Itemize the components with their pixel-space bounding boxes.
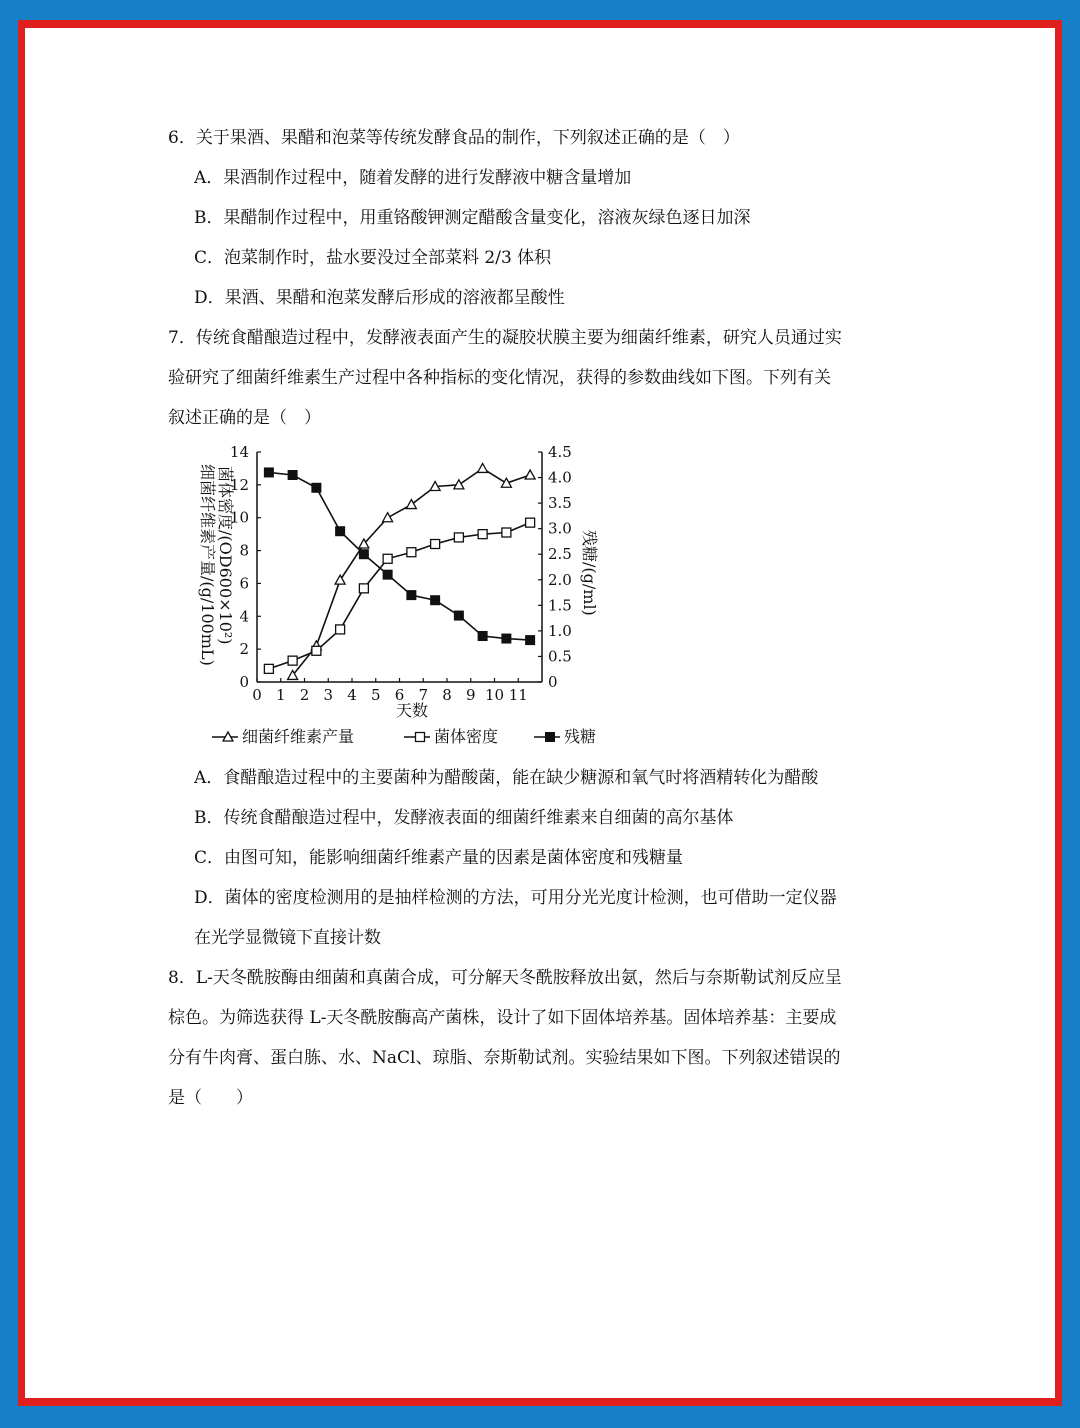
x-tick-label: 2 bbox=[299, 686, 310, 704]
data-point-series-2 bbox=[454, 611, 463, 620]
y-right-tick-label: 1.5 bbox=[548, 596, 572, 615]
x-tick-label: 10 bbox=[484, 686, 505, 704]
q8-stem-line-2: 棕色。为筛选获得 L-天冬酰胺酶高产菌株，设计了如下固体培养基。固体培养基：主要成 bbox=[168, 1008, 837, 1028]
data-point-series-1 bbox=[454, 533, 463, 542]
y-left-tick-label: 0 bbox=[239, 673, 249, 691]
y-right-tick-label: 3.0 bbox=[548, 519, 572, 538]
x-tick-label: 5 bbox=[370, 686, 381, 704]
data-point-series-2 bbox=[502, 634, 511, 643]
data-point-series-1 bbox=[478, 530, 487, 539]
y-left-tick-label: 8 bbox=[239, 541, 249, 560]
y-right-tick-label: 4.5 bbox=[548, 443, 572, 461]
data-point-series-1 bbox=[336, 625, 345, 634]
y-left-tick-label: 2 bbox=[239, 640, 249, 659]
y-right-tick-label: 0.5 bbox=[548, 647, 572, 666]
y-right-tick-label: 2.0 bbox=[548, 570, 572, 589]
data-point-series-1 bbox=[526, 518, 535, 527]
data-point-series-1 bbox=[359, 584, 368, 593]
q8-stem-line-1: 8．L-天冬酰胺酶由细菌和真菌合成，可分解天冬酰胺释放出氨，然后与奈斯勒试剂反应呈 bbox=[168, 968, 842, 988]
q6-option-b: B．果醋制作过程中，用重铬酸钾测定醋酸含量变化，溶液灰绿色逐日加深 bbox=[194, 208, 751, 228]
series-line-1 bbox=[269, 523, 530, 669]
data-point-series-1 bbox=[312, 646, 321, 655]
x-tick-label: 11 bbox=[508, 686, 528, 704]
y-left-tick-label: 14 bbox=[229, 443, 249, 461]
data-point-series-1 bbox=[264, 664, 273, 673]
legend-marker bbox=[546, 733, 555, 742]
data-point-series-2 bbox=[526, 636, 535, 645]
x-tick-label: 7 bbox=[418, 686, 429, 704]
x-tick-label: 6 bbox=[394, 686, 405, 704]
q7-chart bbox=[172, 422, 622, 762]
y-right-tick-label: 3.5 bbox=[548, 494, 572, 513]
data-point-series-0 bbox=[525, 470, 535, 479]
x-tick-label: 0 bbox=[252, 686, 262, 704]
data-point-series-1 bbox=[407, 548, 416, 557]
legend-marker bbox=[416, 733, 425, 742]
q6-stem: 6．关于果酒、果醋和泡菜等传统发酵食品的制作，下列叙述正确的是（ ） bbox=[168, 128, 740, 148]
q7-option-d-line-1: D．菌体的密度检测用的是抽样检测的方法，可用分光光度计检测，也可借助一定仪器 bbox=[194, 888, 837, 908]
data-point-series-2 bbox=[478, 632, 487, 641]
q7-option-b: B．传统食醋酿造过程中，发酵液表面的细菌纤维素来自细菌的高尔基体 bbox=[194, 808, 734, 828]
data-point-series-1 bbox=[502, 528, 511, 537]
q6-option-d: D．果酒、果醋和泡菜发酵后形成的溶液都呈酸性 bbox=[194, 288, 565, 308]
y-right-tick-label: 1.0 bbox=[548, 621, 572, 640]
data-point-series-2 bbox=[288, 471, 297, 480]
data-point-series-2 bbox=[312, 483, 321, 492]
q7-stem-line-2: 验研究了细菌纤维素生产过程中各种指标的变化情况，获得的参数曲线如下图。下列有关 bbox=[168, 368, 831, 388]
line-chart bbox=[172, 422, 622, 762]
data-point-series-1 bbox=[383, 554, 392, 563]
q6-option-a: A．果酒制作过程中，随着发酵的进行发酵液中糖含量增加 bbox=[194, 168, 632, 188]
y-left-tick-label: 10 bbox=[229, 508, 249, 527]
y-left-tick-label: 4 bbox=[239, 607, 249, 626]
x-tick-label: 4 bbox=[347, 686, 357, 704]
data-point-series-2 bbox=[407, 591, 416, 600]
data-point-series-2 bbox=[431, 596, 440, 605]
q6-option-c: C．泡菜制作时，盐水要没过全部菜料 2/3 体积 bbox=[194, 248, 552, 268]
data-point-series-0 bbox=[335, 575, 345, 584]
y-right-axis-label: 残糖/(g/ml) bbox=[580, 530, 599, 616]
q7-option-c: C．由图可知，能影响细菌纤维素产量的因素是菌体密度和残糖量 bbox=[194, 848, 684, 868]
data-point-series-0 bbox=[478, 463, 488, 472]
legend-label: 细菌纤维素产量 bbox=[242, 727, 355, 746]
data-point-series-2 bbox=[264, 468, 273, 477]
data-point-series-2 bbox=[336, 527, 345, 536]
q7-option-d-line-2: 在光学显微镜下直接计数 bbox=[194, 928, 381, 948]
x-tick-label: 1 bbox=[275, 686, 286, 704]
x-tick-label: 9 bbox=[465, 686, 476, 704]
y-left-axis-label-1: 细菌纤维素产量/(g/100mL) bbox=[198, 464, 217, 666]
x-axis-label: 天数 bbox=[395, 701, 429, 720]
data-point-series-2 bbox=[383, 570, 392, 579]
q8-stem-line-4: 是（ ） bbox=[168, 1088, 253, 1108]
y-right-tick-label: 4.0 bbox=[548, 468, 572, 487]
q7-stem-line-1: 7．传统食醋酿造过程中，发酵液表面产生的凝胶状膜主要为细菌纤维素，研究人员通过实 bbox=[168, 328, 842, 348]
data-point-series-1 bbox=[431, 540, 440, 549]
y-left-tick-label: 12 bbox=[229, 475, 249, 494]
x-tick-label: 3 bbox=[323, 686, 334, 704]
data-point-series-2 bbox=[359, 550, 368, 559]
q7-stem-line-3: 叙述正确的是（ ） bbox=[168, 408, 321, 428]
y-left-tick-label: 6 bbox=[239, 574, 249, 593]
x-tick-label: 8 bbox=[442, 686, 452, 704]
q7-option-a: A．食醋酿造过程中的主要菌种为醋酸菌，能在缺少糖源和氧气时将酒精转化为醋酸 bbox=[194, 768, 819, 788]
y-left-axis-label-2: 菌体密度/(OD600×10²) bbox=[216, 466, 235, 645]
y-right-tick-label: 0 bbox=[548, 673, 558, 691]
y-right-tick-label: 2.5 bbox=[548, 545, 572, 564]
data-point-series-1 bbox=[288, 656, 297, 665]
q8-stem-line-3: 分有牛肉膏、蛋白胨、水、NaCl、琼脂、奈斯勒试剂。实验结果如下图。下列叙述错误的 bbox=[168, 1048, 841, 1068]
data-point-series-0 bbox=[383, 513, 393, 522]
legend-label: 菌体密度 bbox=[434, 727, 499, 746]
legend-label: 残糖 bbox=[564, 727, 597, 746]
